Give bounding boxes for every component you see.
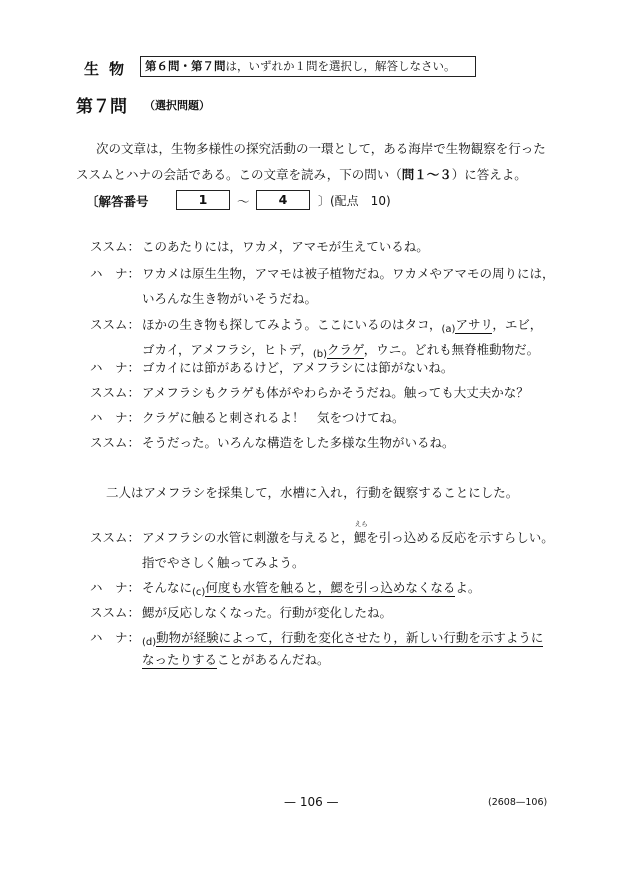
speaker-susumu: ススム：: [90, 239, 141, 254]
narration-line: 二人はアメフラシを採集して，水槽に入れ，行動を観察することにした。: [106, 485, 519, 500]
text-segment: ほかの生き物も探してみよう。ここにいるのはタコ，: [142, 317, 442, 332]
dialogue-line: [142, 578, 480, 598]
underlined-phrase-d: 動物が経験によって，行動を変化させたり，新しい行動を示すように: [156, 630, 544, 645]
instruction-part-1: 第６問・第７問: [145, 59, 226, 73]
speaker-hana: ハ ナ：: [90, 580, 141, 595]
answer-tilde: ～: [237, 194, 250, 209]
question-subtitle: （選択問題）: [144, 99, 210, 112]
speaker-hana: ハ ナ：: [90, 360, 141, 375]
intro-line-1: 次の文章は，生物多様性の探究活動の一環として，ある海岸で生物観察を行った: [96, 141, 546, 156]
dialogue-line: ゴカイには節があるけど，アメフラシには節がないね。: [142, 360, 454, 375]
text-segment: ことがあるんだね。: [217, 652, 330, 667]
instruction-part-2: は，いずれか１問を選択: [225, 59, 352, 73]
answer-number-label: 〔解答番号: [86, 194, 149, 209]
text-segment: を引っ込める反応を示すらしい。: [366, 530, 554, 545]
answer-box-end: 4: [256, 190, 310, 210]
text-segment: ゴカイ，アメフラシ，ヒトデ，: [142, 342, 313, 357]
dialogue-line: ワカメは原生生物，アマモは被子植物だね。ワカメやアマモの周りには，: [142, 266, 555, 281]
intro-line-2-c: ）に答えよ。: [451, 167, 527, 182]
instruction-part-3: し，解答しなさい。: [352, 59, 456, 73]
question-title: 第７問: [76, 97, 127, 117]
underlined-phrase-c: 何度も水管を触ると，鰓を引っ込めなくなる: [205, 580, 456, 595]
dialogue-line: このあたりには，ワカメ，アマモが生えているね。: [142, 239, 429, 254]
speaker-hana: ハ ナ：: [90, 410, 141, 425]
dialogue-line: いろんな生き物がいそうだね。: [142, 291, 318, 306]
ruby-reading: えら: [354, 520, 368, 528]
speaker-hana: ハ ナ：: [90, 266, 141, 281]
label-b: (b): [312, 349, 328, 360]
answer-box-start: 1: [176, 190, 230, 210]
intro-line-2: [76, 165, 546, 183]
speaker-susumu: ススム：: [90, 317, 141, 332]
speaker-susumu: ススム：: [90, 530, 141, 545]
speaker-susumu: ススム：: [90, 385, 141, 400]
question-range: 問１～３: [401, 167, 452, 182]
instruction-box: [140, 56, 476, 77]
dialogue-line: 鰓が反応しなくなった。行動が変化したね。: [142, 605, 393, 620]
dialogue-line: [142, 628, 543, 648]
speaker-susumu: ススム：: [90, 435, 141, 450]
underlined-phrase-d-cont: なったりする: [142, 652, 218, 667]
dialogue-line: [142, 520, 554, 546]
speaker-susumu: ススム：: [90, 605, 141, 620]
ruby-term: [353, 520, 368, 546]
underlined-term-a: アサリ: [455, 317, 493, 332]
points-label: 〕(配点 10): [318, 194, 391, 208]
dialogue-line: アメフラシもクラゲも体がやわらかそうだね。触っても大丈夫かな？: [142, 385, 529, 400]
text-segment: アメフラシの水管に刺激を与えると，: [142, 530, 354, 545]
dialogue-line: クラゲに触ると刺されるよ！ 気をつけてね。: [142, 410, 405, 425]
subject-char-1: 生: [84, 60, 100, 78]
page-number: — 106 —: [284, 795, 339, 809]
text-segment: そんなに: [142, 580, 193, 595]
dialogue-line: そうだった。いろんな構造をした多様な生物がいるね。: [142, 435, 455, 450]
ruby-base: 鰓: [353, 530, 367, 545]
label-d: (d): [142, 637, 157, 648]
underlined-term-b: クラゲ: [327, 342, 364, 357]
speaker-hana: ハ ナ：: [90, 630, 141, 645]
dialogue-line: [142, 340, 539, 360]
intro-line-2-a: ススムとハナの会話である。この文章を読み，下の問い（: [76, 167, 402, 182]
subject-heading: [84, 58, 124, 79]
page-code: (2608—106): [488, 797, 548, 808]
dialogue-line: [142, 650, 330, 668]
text-segment: ，エビ，: [492, 317, 543, 332]
text-segment: ，ウニ。どれも無脊椎動物だ。: [363, 342, 540, 357]
label-a: (a): [441, 324, 456, 335]
dialogue-line: [142, 315, 542, 335]
text-segment: よ。: [455, 580, 481, 595]
label-c: (c): [192, 587, 206, 598]
subject-char-2: 物: [109, 60, 125, 78]
dialogue-line: 指でやさしく触ってみよう。: [142, 555, 305, 570]
